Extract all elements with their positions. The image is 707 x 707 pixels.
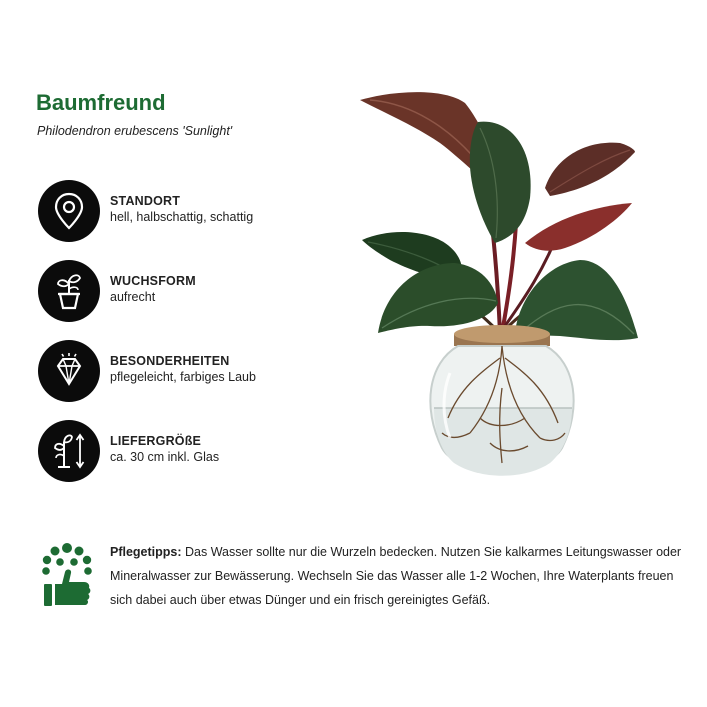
feature-value: pflegeleicht, farbiges Laub [110, 370, 256, 384]
feature-value: ca. 30 cm inkl. Glas [110, 450, 220, 464]
care-tips [110, 540, 690, 612]
location-pin-icon [38, 180, 100, 242]
feature-besonderheiten [38, 340, 338, 402]
feature-value: hell, halbschattig, schattig [110, 210, 254, 224]
thumbs-up-plant-icon [38, 542, 96, 608]
care-tips-text: Das Wasser sollte nur die Wurzeln bedecken. Nutzen Sie kalkarmes Leitungswasser oder Mineralwasser zur Bewässerung. Wechseln Sie das Wasser alle 1-2 Wochen, Ihre Waterplants freuen sich dabei auch über etwas Dünger und ein frisch gereinigtes Gefäß. [110, 545, 682, 607]
potted-plant-icon [38, 260, 100, 322]
feature-label: WUCHSFORM [110, 274, 196, 288]
feature-standort [38, 180, 338, 242]
product-title: Baumfreund [36, 90, 166, 115]
botanical-name: Philodendron erubescens 'Sunlight' [37, 124, 233, 138]
feature-wuchsform [38, 260, 338, 322]
diamond-icon [38, 340, 100, 402]
feature-label: BESONDERHEITEN [110, 354, 230, 368]
feature-label: STANDORT [110, 194, 181, 208]
feature-value: aufrecht [110, 290, 156, 304]
plant-height-icon [38, 420, 100, 482]
plant-in-glass-image [350, 88, 650, 488]
feature-label: LIEFERGRÖßE [110, 434, 202, 448]
care-tips-label: Pflegetipps: [110, 545, 182, 559]
feature-liefergroesse [38, 420, 338, 482]
